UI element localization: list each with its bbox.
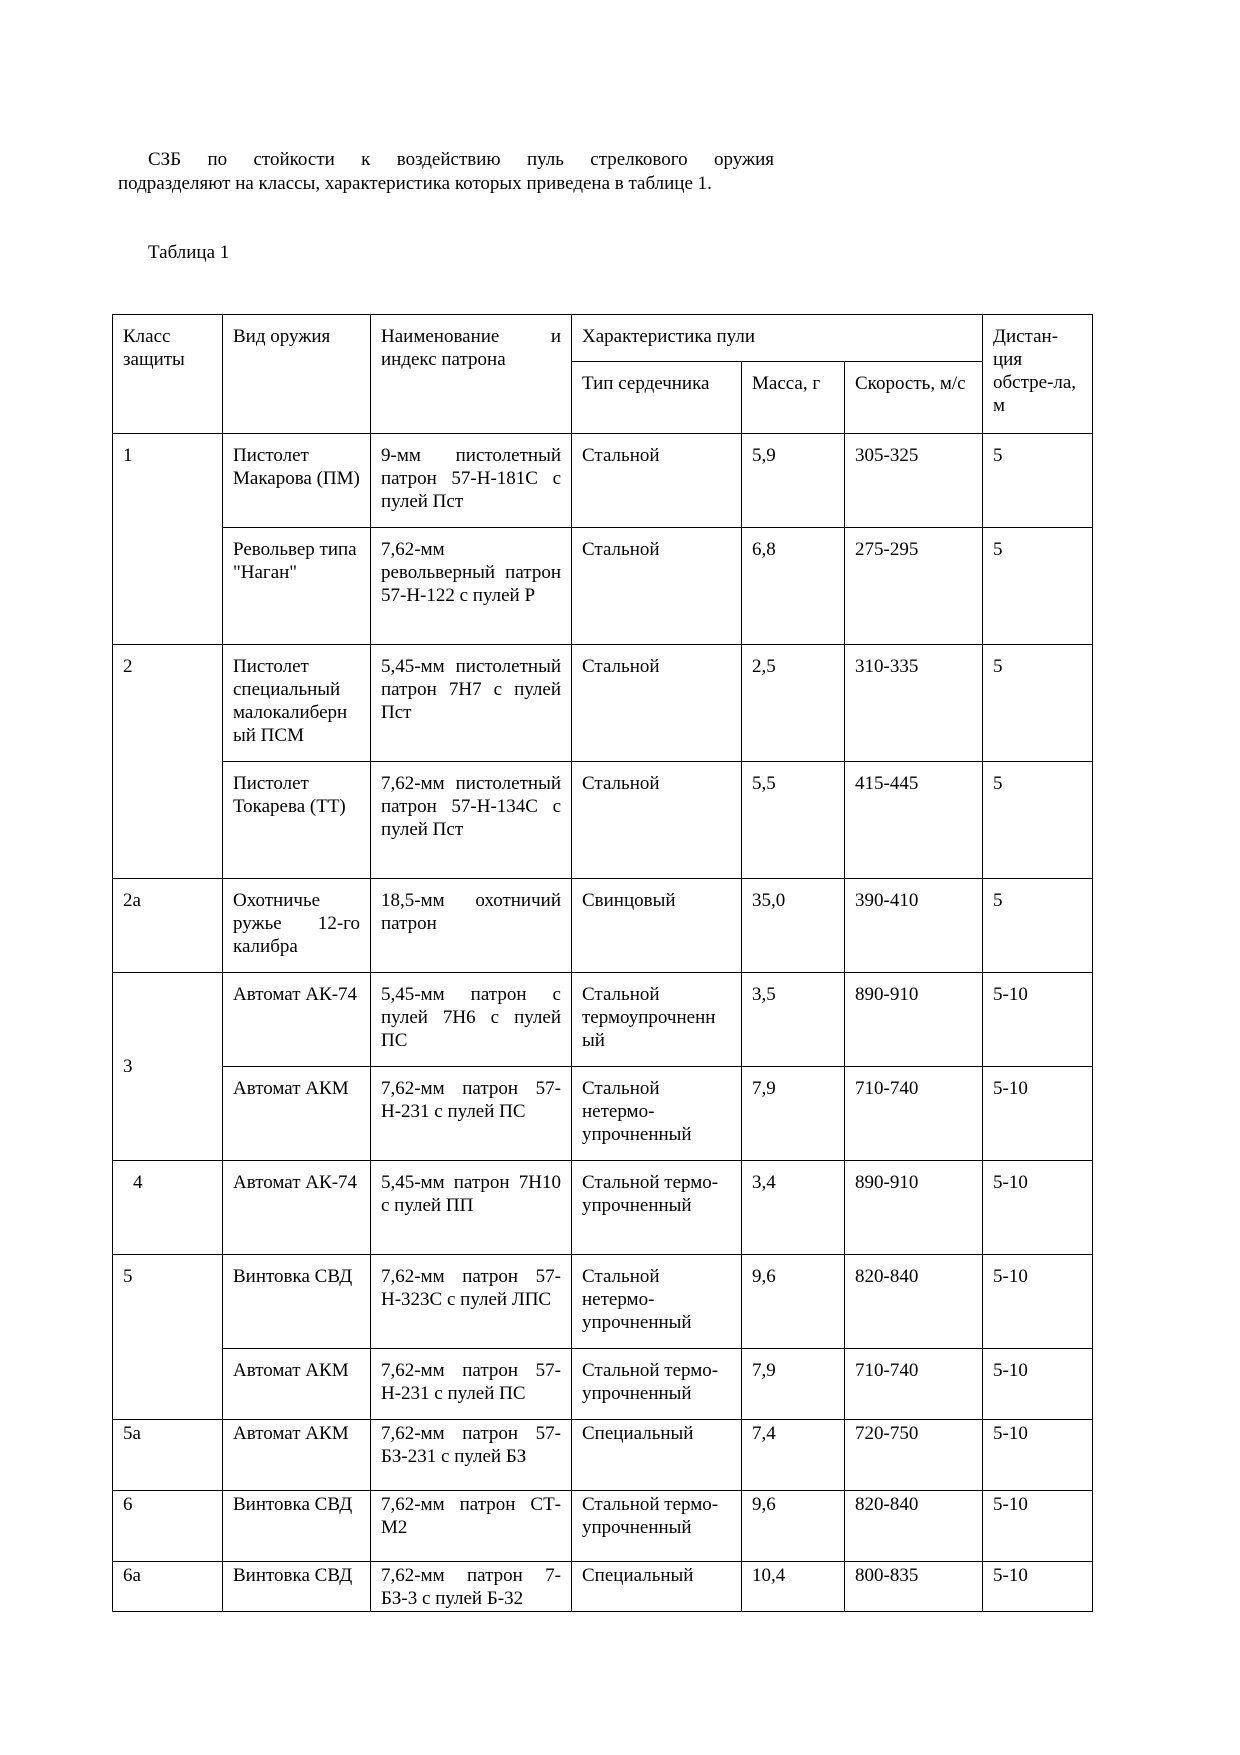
mass-cell: 3,5: [742, 973, 845, 1067]
table-row: [113, 762, 1093, 879]
class-cell: 2а: [113, 879, 223, 973]
mass-cell: 9,6: [742, 1255, 845, 1349]
cartridge-cell: 7,62-мм патрон 7-БЗ-3 с пулей Б-32: [371, 1562, 572, 1612]
header-mass: Масса, г: [742, 362, 845, 434]
cartridge-cell: 7,62-мм патрон 57-Н-231 с пулей ПС: [371, 1067, 572, 1161]
distance-cell: 5-10: [983, 1420, 1093, 1491]
intro-paragraph: [118, 148, 774, 196]
header-cartridge: Наименование и индекс патрона: [371, 315, 572, 434]
mass-cell: 7,9: [742, 1067, 845, 1161]
header-distance: Дистан-ция обстре-ла, м: [983, 315, 1093, 434]
table-caption: Таблица 1: [148, 242, 230, 263]
core-cell: Стальной: [572, 528, 742, 645]
weapon-cell: Пистолет Макарова (ПМ): [223, 434, 371, 528]
table-row: [113, 1349, 1093, 1420]
core-cell: Стальной нетермо-упрочненный: [572, 1255, 742, 1349]
weapon-cell: Охотничье ружье 12-го калибра: [223, 879, 371, 973]
table-row: [113, 1161, 1093, 1255]
table-row: [113, 1255, 1093, 1349]
class-cell: 5: [113, 1255, 223, 1420]
mass-cell: 2,5: [742, 645, 845, 762]
table-row: [113, 973, 1093, 1067]
table-row: [113, 1562, 1093, 1612]
class-cell: 1: [113, 434, 223, 645]
table-row: [113, 434, 1093, 528]
class-cell: 4: [113, 1161, 223, 1255]
core-cell: Стальной термо-упрочненный: [572, 1349, 742, 1420]
core-cell: Стальной нетермо-упрочненный: [572, 1067, 742, 1161]
header-bullet: Характеристика пули: [572, 315, 983, 362]
class-cell: 6: [113, 1491, 223, 1562]
header-core: Тип сердечника: [572, 362, 742, 434]
class-cell: 5а: [113, 1420, 223, 1491]
distance-cell: 5: [983, 528, 1093, 645]
core-cell: Стальной термо-упрочненный: [572, 1491, 742, 1562]
cartridge-cell: 7,62-мм патрон СТ-М2: [371, 1491, 572, 1562]
weapon-cell: Автомат АКМ: [223, 1067, 371, 1161]
distance-cell: 5-10: [983, 973, 1093, 1067]
cartridge-cell: 7,62-мм патрон 57-Н-231 с пулей ПС: [371, 1349, 572, 1420]
speed-cell: 890-910: [845, 1161, 983, 1255]
weapon-cell: Винтовка СВД: [223, 1255, 371, 1349]
speed-cell: 890-910: [845, 973, 983, 1067]
intro-line-2: подразделяют на классы, характеристика которых приведена в таблице 1.: [118, 173, 712, 194]
table-row: [113, 528, 1093, 645]
speed-cell: 800-835: [845, 1562, 983, 1612]
distance-cell: 5-10: [983, 1349, 1093, 1420]
core-cell: Стальной: [572, 645, 742, 762]
core-cell: Специальный: [572, 1420, 742, 1491]
core-cell: Специальный: [572, 1562, 742, 1612]
core-cell: Стальной термоупрочненн ый: [572, 973, 742, 1067]
core-cell: Стальной термо-упрочненный: [572, 1161, 742, 1255]
table-row: [113, 1067, 1093, 1161]
cartridge-cell: 7,62-мм патрон 57-БЗ-231 с пулей БЗ: [371, 1420, 572, 1491]
table-row: [113, 645, 1093, 762]
weapon-cell: Винтовка СВД: [223, 1562, 371, 1612]
distance-cell: 5: [983, 434, 1093, 528]
weapon-cell: Револьвер типа "Наган": [223, 528, 371, 645]
mass-cell: 10,4: [742, 1562, 845, 1612]
mass-cell: 3,4: [742, 1161, 845, 1255]
speed-cell: 390-410: [845, 879, 983, 973]
speed-cell: 310-335: [845, 645, 983, 762]
mass-cell: 6,8: [742, 528, 845, 645]
mass-cell: 7,4: [742, 1420, 845, 1491]
cartridge-cell: 7,62-мм патрон 57-Н-323С с пулей ЛПС: [371, 1255, 572, 1349]
speed-cell: 275-295: [845, 528, 983, 645]
mass-cell: 7,9: [742, 1349, 845, 1420]
class-cell: 3: [113, 973, 223, 1161]
mass-cell: 35,0: [742, 879, 845, 973]
mass-cell: 5,5: [742, 762, 845, 879]
cartridge-cell: 7,62-мм пистолетный патрон 57-Н-134С с пулей Пст: [371, 762, 572, 879]
distance-cell: 5-10: [983, 1255, 1093, 1349]
table-row: [113, 1420, 1093, 1491]
class-cell: 6а: [113, 1562, 223, 1612]
mass-cell: 9,6: [742, 1491, 845, 1562]
speed-cell: 710-740: [845, 1349, 983, 1420]
speed-cell: 720-750: [845, 1420, 983, 1491]
table-row: [113, 1491, 1093, 1562]
header-class: Класс защиты: [113, 315, 223, 434]
weapon-cell: Автомат АК-74: [223, 973, 371, 1067]
intro-line-1: СЗБ по стойкости к воздействию пуль стрелкового оружия: [148, 149, 774, 170]
table-row: [113, 879, 1093, 973]
distance-cell: 5: [983, 762, 1093, 879]
core-cell: Свинцовый: [572, 879, 742, 973]
speed-cell: 710-740: [845, 1067, 983, 1161]
weapon-cell: Пистолет Токарева (ТТ): [223, 762, 371, 879]
cartridge-cell: 5,45-мм патрон 7Н10 с пулей ПП: [371, 1161, 572, 1255]
mass-cell: 5,9: [742, 434, 845, 528]
weapon-cell: Пистолет специальный малокалиберн ый ПСМ: [223, 645, 371, 762]
cartridge-cell: 5,45-мм пистолетный патрон 7Н7 с пулей Пст: [371, 645, 572, 762]
data-table: [112, 314, 1093, 1612]
header-weapon: Вид оружия: [223, 315, 371, 434]
weapon-cell: Винтовка СВД: [223, 1491, 371, 1562]
distance-cell: 5: [983, 645, 1093, 762]
weapon-cell: Автомат АКМ: [223, 1349, 371, 1420]
core-cell: Стальной: [572, 434, 742, 528]
speed-cell: 305-325: [845, 434, 983, 528]
distance-cell: 5-10: [983, 1161, 1093, 1255]
speed-cell: 820-840: [845, 1255, 983, 1349]
weapon-cell: Автомат АК-74: [223, 1161, 371, 1255]
class-cell: 2: [113, 645, 223, 879]
cartridge-cell: 18,5-мм охотничий патрон: [371, 879, 572, 973]
distance-cell: 5-10: [983, 1562, 1093, 1612]
header-speed: Скорость, м/с: [845, 362, 983, 434]
speed-cell: 820-840: [845, 1491, 983, 1562]
cartridge-cell: 9-мм пистолетный патрон 57-Н-181С с пулей Пст: [371, 434, 572, 528]
weapon-cell: Автомат АКМ: [223, 1420, 371, 1491]
cartridge-cell: 7,62-мм револьверный патрон 57-Н-122 с пулей Р: [371, 528, 572, 645]
cartridge-cell: 5,45-мм патрон с пулей 7Н6 с пулей ПС: [371, 973, 572, 1067]
distance-cell: 5-10: [983, 1491, 1093, 1562]
core-cell: Стальной: [572, 762, 742, 879]
distance-cell: 5-10: [983, 1067, 1093, 1161]
speed-cell: 415-445: [845, 762, 983, 879]
distance-cell: 5: [983, 879, 1093, 973]
